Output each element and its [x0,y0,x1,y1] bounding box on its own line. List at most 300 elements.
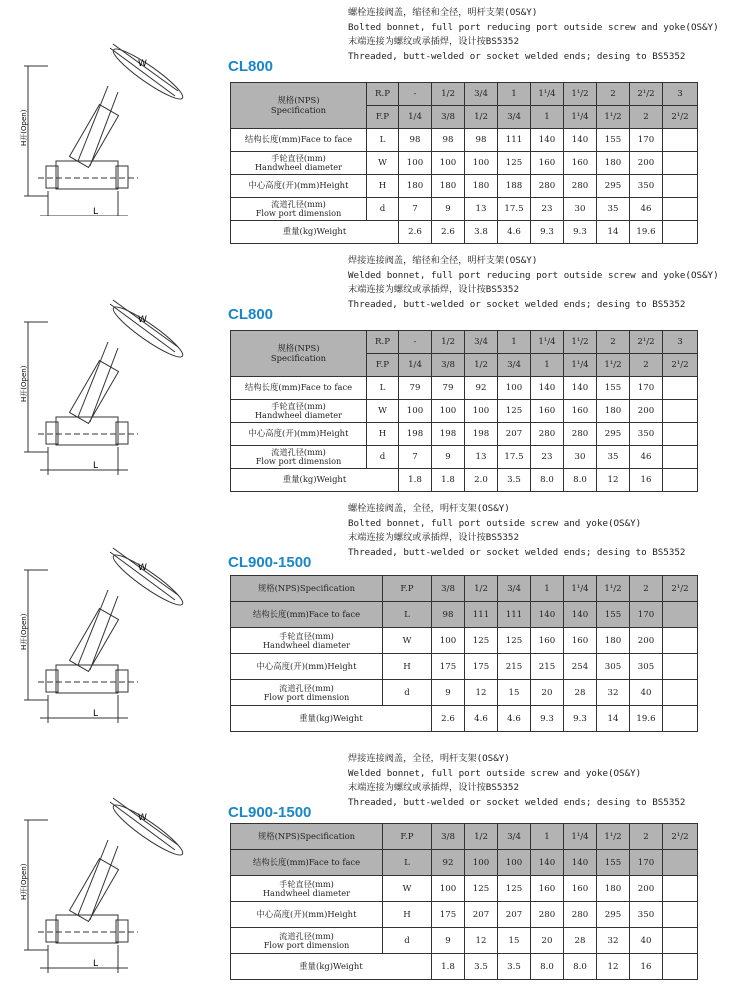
table-cell: 1/2 [465,824,498,850]
table-cell: 2¹/2 [630,331,663,354]
table-cell [663,680,698,706]
spec-table [230,575,698,732]
table-cell: 2 [630,106,663,129]
table-cell: H [367,175,399,198]
table-cell: 100 [432,876,465,902]
table-cell: 180 [597,628,630,654]
table-cell: 1/4 [399,354,432,377]
spec-label-cell: 规格(NPS)Specification [231,824,383,850]
table-cell: 结构长度(mm)Face to face [231,850,383,876]
table-cell: 350 [630,902,663,928]
table-cell: 160 [531,400,564,423]
table-cell: 2 [630,824,663,850]
table-cell: 14 [597,706,630,732]
table-cell: 100 [498,377,531,400]
table-cell [663,628,698,654]
table-cell: 3 [663,83,698,106]
table-cell: 175 [432,902,465,928]
table-cell: 1¹/2 [597,824,630,850]
table-cell [663,602,698,628]
table-cell [663,377,698,400]
table-cell: 3/4 [498,576,531,602]
table-cell: 2 [597,83,630,106]
table-cell: 32 [597,928,630,954]
table-cell: 46 [630,446,663,469]
table-cell: 111 [465,602,498,628]
table-cell: 30 [564,198,597,221]
table-cell [663,706,698,732]
table-cell: H [367,423,399,446]
table-cell: 92 [432,850,465,876]
table-cell [663,198,698,221]
table-row [231,423,698,446]
table-cell: 140 [564,129,597,152]
table-cell: 1¹/2 [564,83,597,106]
h-dimension-label: H开(Open) [20,109,28,146]
table-cell: 流道孔径(mm) Flow port dimension [231,198,367,221]
table-cell: 254 [564,654,597,680]
table-cell: 结构长度(mm)Face to face [231,129,367,152]
table-cell: 12 [465,928,498,954]
table-cell: 2¹/2 [630,83,663,106]
table-cell: 1/2 [432,83,465,106]
table-cell: 1 [498,83,531,106]
table-cell: 16 [630,954,663,980]
table-cell: 9 [432,680,465,706]
table-cell: 17.5 [498,198,531,221]
fp-label: F.P [367,354,399,377]
table-cell: 1/2 [432,331,465,354]
table-cell: 160 [531,152,564,175]
table-cell: 1.8 [399,469,432,492]
table-cell: 中心高度(开)(mm)Height [231,175,367,198]
table-cell: L [367,377,399,400]
table-cell: 180 [597,876,630,902]
h-dimension-label: H开(Open) [20,365,28,402]
table-cell: 流道孔径(mm) Flow port dimension [231,446,367,469]
table-cell: 160 [531,876,564,902]
table-cell: 3/4 [465,331,498,354]
table-cell: 100 [498,850,531,876]
table-cell: 1.8 [432,469,465,492]
section-description: 焊接连接阀盖，全径，明杆支架(OS&Y) Welded bonnet, full port outside screw and yoke(OS&Y) 末端连接为螺纹或承插焊，设计按BS5352 Threaded, butt-welded or socket welded ends; desing to BS5352 [348,753,686,808]
table-cell: 1.8 [432,954,465,980]
table-row [231,400,698,423]
table-cell: 180 [597,152,630,175]
table-cell: 1 [531,354,564,377]
section-description: 螺栓连接阀盖，缩径和全径，明杆支架(OS&Y) Bolted bonnet, full port reducing port outside screw and yoke(OS&Y) 末端连接为螺纹或承插焊，设计按BS5352 Threaded, butt-welded or socket welded ends; desing to BS5352 [348,7,719,62]
table-cell: 140 [564,850,597,876]
table-cell: 98 [432,602,465,628]
table-cell: 125 [465,628,498,654]
table-cell: d [383,928,432,954]
table-cell: 92 [465,377,498,400]
weight-row [231,221,698,244]
table-cell: 3/4 [465,83,498,106]
table-cell: 3/8 [432,106,465,129]
table-row [231,602,698,628]
valve-drawing [18,36,198,216]
table-cell: 2 [630,354,663,377]
pressure-class-title: CL900-1500 [228,554,312,571]
table-cell: - [399,331,432,354]
table-row [231,198,698,221]
l-dimension-label: L [93,959,99,969]
table-cell: 280 [564,423,597,446]
table-cell: 15 [498,680,531,706]
spec-label-cell: 规格(NPS) Specification [231,83,367,129]
valve-drawing [18,292,198,477]
table-cell: 流道孔径(mm) Flow port dimension [231,680,383,706]
table-cell: d [383,680,432,706]
table-row [231,928,698,954]
table-row [231,129,698,152]
spec-table [230,330,698,492]
table-row [231,152,698,175]
table-cell: 100 [465,850,498,876]
table-cell: 1¹/2 [597,106,630,129]
table-cell: 200 [630,876,663,902]
table-cell: 12 [597,954,630,980]
table-cell: H [383,902,432,928]
table-cell [663,954,698,980]
table-cell: 17.5 [498,446,531,469]
table-cell [663,423,698,446]
table-cell: W [383,876,432,902]
table-cell: L [367,129,399,152]
table-cell: W [367,152,399,175]
table-cell: 中心高度(开)(mm)Height [231,654,383,680]
table-cell: 9 [432,446,465,469]
table-cell: 350 [630,175,663,198]
fp-label: F.P [383,824,432,850]
table-cell: 3/4 [498,354,531,377]
table-cell: 200 [630,400,663,423]
table-cell: 9 [432,198,465,221]
table-cell: 100 [432,628,465,654]
table-cell: 1/2 [465,576,498,602]
table-cell: 188 [498,175,531,198]
table-cell: 1¹/4 [531,83,564,106]
table-cell: 9.3 [564,221,597,244]
table-cell: 98 [399,129,432,152]
table-cell: 12 [597,469,630,492]
w-dimension-label: W [138,563,147,573]
table-row [231,654,698,680]
table-cell: 23 [531,446,564,469]
table-cell: 170 [630,377,663,400]
table-cell: 140 [531,129,564,152]
table-cell: 4.6 [498,706,531,732]
table-cell: 111 [498,129,531,152]
table-cell: 1¹/4 [531,331,564,354]
table-cell: 280 [564,175,597,198]
table-cell: 155 [597,129,630,152]
table-cell: 结构长度(mm)Face to face [231,602,383,628]
table-cell: d [367,446,399,469]
table-cell: 100 [432,152,465,175]
table-cell [663,469,698,492]
table-cell: 295 [597,902,630,928]
table-cell: 19.6 [630,221,663,244]
table-cell: 流道孔径(mm) Flow port dimension [231,928,383,954]
table-cell [663,876,698,902]
table-cell: 重量(kg)Weight [231,469,399,492]
section-cl800-welded [0,254,740,494]
table-cell: 30 [564,446,597,469]
table-cell: 350 [630,423,663,446]
table-cell: 215 [531,654,564,680]
table-cell: 207 [498,902,531,928]
table-cell: 13 [465,198,498,221]
w-dimension-label: W [138,813,147,823]
table-cell [663,850,698,876]
table-cell: 280 [531,175,564,198]
table-cell: 180 [597,400,630,423]
table-cell: 98 [432,129,465,152]
table-cell: 3.5 [498,469,531,492]
table-cell: 16 [630,469,663,492]
table-cell: 175 [465,654,498,680]
table-cell: 8.0 [564,469,597,492]
table-cell: 155 [597,377,630,400]
w-dimension-label: W [138,315,147,325]
table-cell: 2¹/2 [663,824,698,850]
table-cell: 9.3 [531,221,564,244]
table-cell: 4.6 [498,221,531,244]
table-cell: 160 [564,400,597,423]
table-cell: 175 [432,654,465,680]
table-cell: 3.5 [465,954,498,980]
table-cell: 19.6 [630,706,663,732]
w-dimension-label: W [138,59,147,69]
fp-label: F.P [367,106,399,129]
h-dimension-label: H开(Open) [20,613,28,650]
table-cell [663,152,698,175]
table-cell: 28 [564,928,597,954]
table-cell [663,928,698,954]
table-cell: 9 [432,928,465,954]
table-cell: 2.6 [399,221,432,244]
table-cell: 2.0 [465,469,498,492]
table-cell: 3/4 [498,824,531,850]
table-cell: 215 [498,654,531,680]
table-cell: 12 [465,680,498,706]
table-cell: 198 [465,423,498,446]
spec-label-cell: 规格(NPS) Specification [231,331,367,377]
table-cell: 1¹/2 [564,331,597,354]
table-cell: 1/2 [465,354,498,377]
table-cell: 重量(kg)Weight [231,221,399,244]
table-cell: 1¹/2 [597,576,630,602]
table-cell: 100 [465,152,498,175]
table-cell [663,175,698,198]
table-cell: 180 [399,175,432,198]
table-cell: 170 [630,602,663,628]
table-cell: 3/8 [432,354,465,377]
table-cell: 207 [465,902,498,928]
table-cell: 结构长度(mm)Face to face [231,377,367,400]
table-cell: 100 [399,400,432,423]
table-cell: 8.0 [531,954,564,980]
table-cell: 200 [630,152,663,175]
section-description: 焊接连接阀盖，缩径和全径，明杆支架(OS&Y) Welded bonnet, full port reducing port outside screw and yoke(OS&Y) 末端连接为螺纹或承插焊，设计按BS5352 Threaded, butt-welded or socket welded ends; desing to BS5352 [348,255,719,310]
spec-table [230,823,698,980]
table-cell: 305 [630,654,663,680]
table-cell: 20 [531,928,564,954]
table-cell: 2 [630,576,663,602]
table-cell: 295 [597,423,630,446]
table-cell: 79 [432,377,465,400]
pressure-class-title: CL900-1500 [228,804,312,821]
table-cell: 7 [399,198,432,221]
valve-drawing [18,540,198,725]
table-row [231,446,698,469]
section-description: 螺栓连接阀盖，全径，明杆支架(OS&Y) Bolted bonnet, full port outside screw and yoke(OS&Y) 末端连接为螺纹或承插焊，设计按BS5352 Threaded, butt-welded or socket welded ends; desing to BS5352 [348,503,686,558]
table-cell: 重量(kg)Weight [231,954,432,980]
table-row [231,850,698,876]
table-cell [663,221,698,244]
table-cell: 125 [498,152,531,175]
table-cell: 3.5 [498,954,531,980]
table-cell: 2.6 [432,706,465,732]
table-cell: 100 [465,400,498,423]
table-cell: 7 [399,446,432,469]
table-cell: 140 [564,602,597,628]
table-cell: 8.0 [531,469,564,492]
table-cell: 170 [630,850,663,876]
table-cell: 1/4 [399,106,432,129]
table-cell: d [367,198,399,221]
table-cell: 1/2 [465,106,498,129]
table-cell: 手轮直径(mm) Handwheel diameter [231,876,383,902]
table-row [231,902,698,928]
table-cell: 207 [498,423,531,446]
table-cell: 23 [531,198,564,221]
table-cell: 13 [465,446,498,469]
table-cell: 3/8 [432,824,465,850]
table-cell: 305 [597,654,630,680]
spec-table [230,82,698,244]
table-cell: 1¹/4 [564,824,597,850]
table-cell: 125 [498,628,531,654]
table-cell: 160 [531,628,564,654]
table-row [231,175,698,198]
table-cell: 3/8 [432,576,465,602]
table-cell: 125 [498,400,531,423]
table-cell: 中心高度(开)(mm)Height [231,423,367,446]
table-cell: 手轮直径(mm) Handwheel diameter [231,628,383,654]
table-cell: 200 [630,628,663,654]
table-cell: 40 [630,680,663,706]
table-cell: 手轮直径(mm) Handwheel diameter [231,400,367,423]
table-cell: 160 [564,628,597,654]
table-cell: 15 [498,928,531,954]
weight-row [231,706,698,732]
table-cell: 2¹/2 [663,576,698,602]
table-cell: H [383,654,432,680]
table-cell: 140 [531,377,564,400]
table-cell: 140 [531,602,564,628]
table-cell: 28 [564,680,597,706]
table-cell: 98 [465,129,498,152]
table-cell: 1¹/2 [597,354,630,377]
table-cell: L [383,850,432,876]
table-cell: 2 [597,331,630,354]
table-cell [663,129,698,152]
spec-label-cell: 规格(NPS)Specification [231,576,383,602]
table-cell: 79 [399,377,432,400]
table-cell: 111 [498,602,531,628]
table-row [231,628,698,654]
table-cell: 170 [630,129,663,152]
weight-row [231,469,698,492]
table-row [231,377,698,400]
table-cell: 3/4 [498,106,531,129]
table-cell: 重量(kg)Weight [231,706,432,732]
table-cell: 3.8 [465,221,498,244]
table-row [231,680,698,706]
table-row [231,876,698,902]
table-cell [663,902,698,928]
table-cell: 198 [432,423,465,446]
table-cell: 180 [432,175,465,198]
table-cell [663,446,698,469]
pressure-class-title: CL800 [228,58,274,75]
table-cell: 160 [564,876,597,902]
table-cell: - [399,83,432,106]
table-cell: 198 [399,423,432,446]
table-cell: 32 [597,680,630,706]
table-cell: 100 [399,152,432,175]
table-cell: 125 [498,876,531,902]
table-cell: 2¹/2 [663,354,698,377]
l-dimension-label: L [93,461,99,471]
table-cell: 35 [597,446,630,469]
table-cell: 14 [597,221,630,244]
weight-row [231,954,698,980]
rp-label: R.P [367,83,399,106]
table-cell: 125 [465,876,498,902]
l-dimension-label: L [93,709,99,719]
fp-label: F.P [383,576,432,602]
section-cl900-1500-bolted [0,502,740,737]
table-cell [663,400,698,423]
table-cell: W [383,628,432,654]
table-cell: 155 [597,602,630,628]
section-cl900-1500-welded [0,752,740,988]
table-cell: 1 [531,576,564,602]
table-cell: 280 [531,902,564,928]
table-cell: 160 [564,152,597,175]
table-cell: 1 [498,331,531,354]
l-dimension-label: L [93,207,99,216]
table-cell: 9.3 [564,706,597,732]
section-cl800-bolted [0,6,740,246]
table-cell: 40 [630,928,663,954]
table-cell: 20 [531,680,564,706]
table-cell: 1 [531,824,564,850]
table-cell: 中心高度(开)(mm)Height [231,902,383,928]
table-cell: 1 [531,106,564,129]
pressure-class-title: CL800 [228,306,274,323]
table-cell: 35 [597,198,630,221]
table-cell: 140 [531,850,564,876]
table-cell: 280 [564,902,597,928]
table-cell: 1¹/4 [564,106,597,129]
table-cell: 8.0 [564,954,597,980]
table-cell: 9.3 [531,706,564,732]
